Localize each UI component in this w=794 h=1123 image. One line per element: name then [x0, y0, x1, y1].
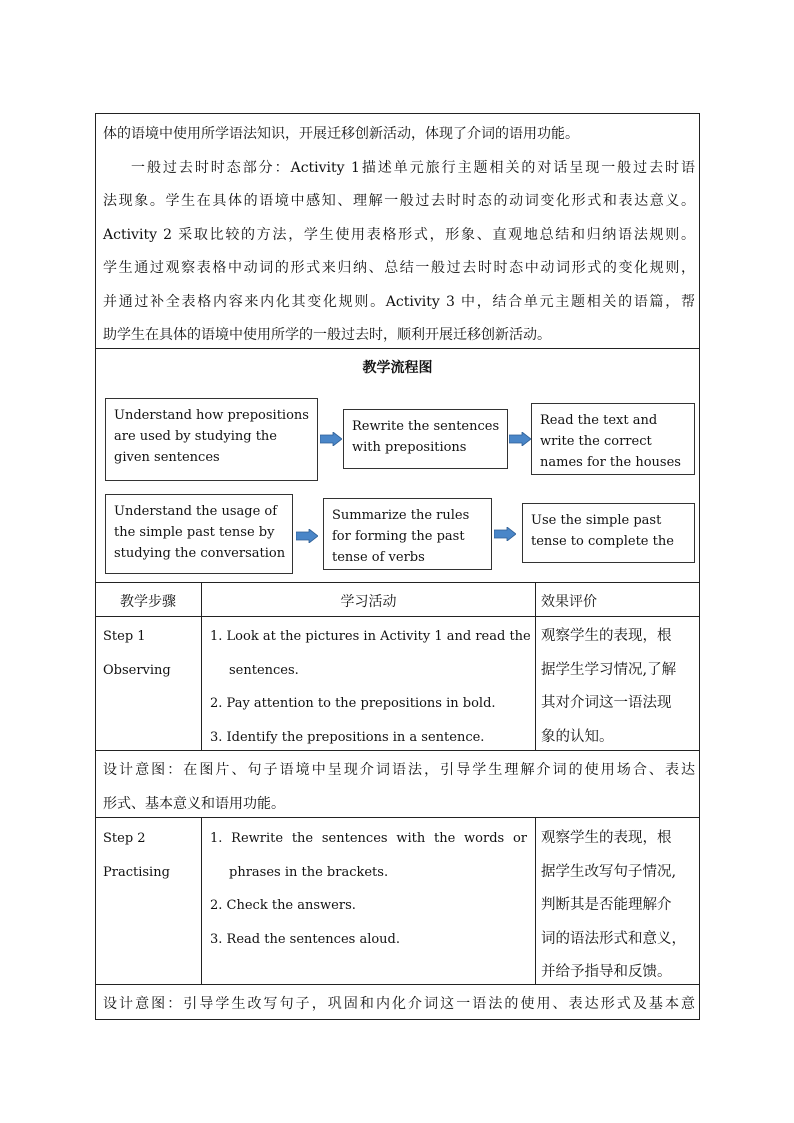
- evaluation-line: 其对介词这一语法现: [541, 695, 672, 711]
- activity-item: phrases in the brackets.: [229, 864, 389, 880]
- evaluation-line: 据学生改写句子情况,: [541, 863, 677, 880]
- flow-step-read-text: [531, 403, 695, 475]
- activity-item: 3. Read the sentences aloud.: [210, 931, 401, 947]
- box-text: for forming the past: [332, 529, 465, 544]
- design-description: [103, 118, 695, 353]
- column-header-step: 教学步骤: [120, 594, 176, 610]
- box-text: tense to complete the: [531, 534, 674, 549]
- step-number: Step 2: [103, 831, 146, 846]
- step2-evaluation: [541, 822, 693, 990]
- text-line: 助学生在具体的语境中使用所学的一般过去时，顺利开展迁移创新活动。: [103, 327, 551, 343]
- evaluation-line: 并给予指导和反馈。: [541, 964, 672, 980]
- intent-line: 形式、基本意义和语用功能。: [103, 795, 285, 812]
- evaluation-line: 观察学生的表现，根: [541, 830, 672, 846]
- intent-line: 设计意图：在图片、句子语境中呈现介词语法，引导学生理解介词的使用场合、表达: [103, 762, 695, 778]
- text-line: 体的语境中使用所学语法知识，开展迁移创新活动，体现了介词的语用功能。: [103, 126, 579, 142]
- arrow-right-icon: [320, 432, 342, 446]
- divider: [95, 616, 700, 617]
- flow-step-rewrite-sentences: [343, 409, 508, 469]
- arrow-right-icon: [509, 432, 531, 446]
- step-number: Step 1: [103, 629, 146, 644]
- intent-line: 设计意图：引导学生改写句子，巩固和内化介词这一语法的使用、表达形式及基本意: [103, 996, 695, 1012]
- step1-evaluation: [541, 620, 693, 754]
- box-text: the simple past tense by: [114, 525, 275, 540]
- activity-item: 2. Pay attention to the prepositions in bold.: [210, 696, 496, 711]
- box-text: Understand how prepositions: [114, 408, 309, 423]
- evaluation-line: 据学生学习情况,了解: [541, 661, 677, 678]
- flowchart-title: 教学流程图: [362, 360, 433, 376]
- evaluation-line: 象的认知。: [541, 728, 614, 745]
- step-name: Practising: [103, 864, 170, 880]
- arrow-right-icon: [296, 529, 318, 543]
- step1-activities: [210, 620, 531, 754]
- step-name: Observing: [103, 662, 171, 678]
- box-text: Use the simple past: [531, 513, 662, 528]
- text-line: Activity 2 采取比较的方法，学生使用表格形式，形象、直观地总结和归纳语法规则。: [103, 226, 695, 243]
- step2-label: [103, 822, 198, 889]
- text-line: 法现象。学生在具体的语境中感知、理解一般过去时时态的动词变化形式和表达意义。: [103, 193, 695, 209]
- column-divider: [535, 817, 536, 984]
- flow-step-use-past-tense: [522, 503, 695, 563]
- column-header-evaluation: 效果评价: [541, 594, 597, 610]
- box-text: given sentences: [114, 450, 220, 465]
- box-text: write the correct: [540, 434, 652, 449]
- divider: [95, 582, 700, 583]
- box-text: tense of verbs: [332, 550, 425, 565]
- lesson-plan-page: [95, 113, 700, 1020]
- box-text: Read the text and: [540, 413, 658, 428]
- flow-step-summarize-rules: [323, 498, 492, 570]
- activity-item: sentences.: [229, 662, 299, 678]
- step2-design-intent: [103, 988, 695, 1022]
- box-text: Rewrite the sentences: [352, 419, 500, 434]
- activity-item: 3. Identify the prepositions in a sentence.: [210, 729, 485, 745]
- box-text: with prepositions: [352, 440, 467, 455]
- column-divider: [201, 817, 202, 984]
- text-line: 学生通过观察表格中动词的形式来归纳、总结一般过去时时态中动词形式的变化规则，: [103, 260, 695, 276]
- step1-design-intent: [103, 754, 695, 821]
- text-line: 并通过补全表格内容来内化其变化规则。Activity 3 中，结合单元主题相关的语篇，帮: [103, 293, 695, 310]
- flow-step-understand-past-tense: [105, 494, 293, 574]
- evaluation-line: 观察学生的表现，根: [541, 628, 672, 644]
- box-text: are used by studying the: [114, 429, 277, 444]
- flow-step-understand-prepositions: [105, 398, 318, 481]
- evaluation-line: 词的语法形式和意义，: [541, 930, 686, 947]
- arrow-right-icon: [494, 527, 516, 541]
- activity-item: 2. Check the answers.: [210, 898, 356, 913]
- step1-label: [103, 620, 198, 687]
- box-text: Summarize the rules: [332, 508, 470, 523]
- column-header-activity: 学习活动: [340, 594, 397, 610]
- box-text: Understand the usage of: [114, 504, 278, 519]
- box-text: studying the conversation: [114, 546, 286, 561]
- step2-activities: [210, 822, 527, 956]
- activity-item: 1. Look at the pictures in Activity 1 and read the: [210, 629, 531, 644]
- evaluation-line: 判断其是否能理解介: [541, 897, 672, 913]
- box-text: names for the houses: [540, 455, 681, 470]
- text-line: 一般过去时时态部分：Activity 1描述单元旅行主题相关的对话呈现一般过去时语: [131, 159, 695, 176]
- column-divider: [535, 582, 536, 750]
- activity-item: 1. Rewrite the sentences with the words or: [210, 831, 527, 846]
